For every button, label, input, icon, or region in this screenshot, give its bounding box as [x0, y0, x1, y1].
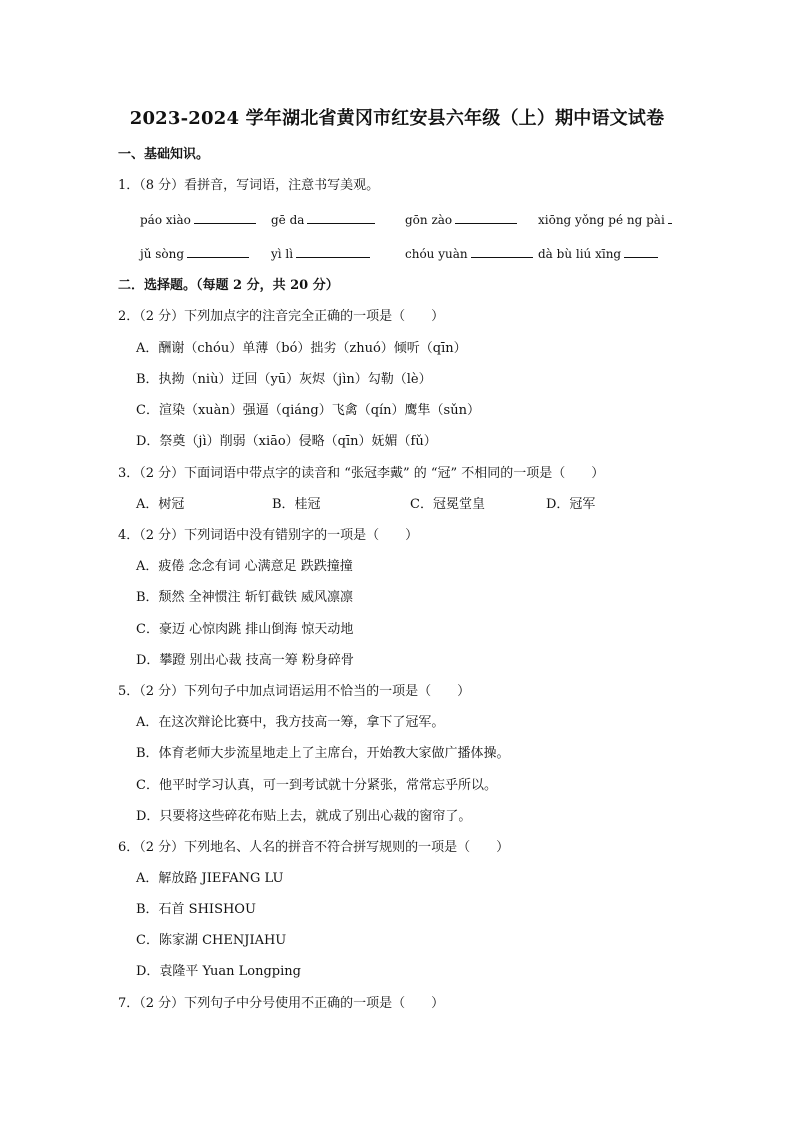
section-1-heading: 一、基础知识。: [118, 147, 210, 162]
question-5-option-b[interactable]: B．体育老师大步流星地走上了主席台，开始教大家做广播体操。: [136, 746, 510, 761]
question-3-option-a[interactable]: A．树冠: [136, 497, 185, 512]
pinyin-item: gōn zào: [405, 210, 517, 229]
answer-blank[interactable]: [194, 210, 256, 224]
answer-blank[interactable]: [296, 244, 370, 258]
pinyin-item: xiōng yǒng pé ng pài: [538, 210, 672, 229]
question-5-option-c[interactable]: C．他平时学习认真，可一到考试就十分紧张，常常忘乎所以。: [136, 778, 497, 793]
question-6-option-b[interactable]: B．石首 SHISHOU: [136, 902, 256, 917]
question-4-option-d[interactable]: D．攀蹬 别出心裁 技高一筹 粉身碎骨: [136, 653, 354, 668]
question-4-option-c[interactable]: C．豪迈 心惊肉跳 排山倒海 惊天动地: [136, 622, 354, 637]
answer-blank[interactable]: [187, 244, 249, 258]
pinyin-item: chóu yuàn: [405, 244, 533, 263]
question-6-option-c[interactable]: C．陈家湖 CHENJIAHU: [136, 933, 287, 948]
question-1-stem: 1．（8 分）看拼音，写词语，注意书写美观。: [118, 178, 380, 193]
question-6-option-a[interactable]: A．解放路 JIEFANG LU: [136, 871, 284, 886]
pinyin-item: yì lì: [271, 244, 370, 263]
pinyin-row-2: [140, 244, 680, 262]
answer-blank[interactable]: [668, 210, 672, 224]
question-7-stem: 7．（2 分）下列句子中分号使用不正确的一项是（ ）: [118, 996, 445, 1011]
question-2-option-c[interactable]: C．渲染（xuàn）强逼（qiáng）飞禽（qín）鹰隼（sǔn）: [136, 403, 480, 418]
question-4-stem: 4．（2 分）下列词语中没有错别字的一项是（ ）: [118, 528, 419, 543]
answer-blank[interactable]: [307, 210, 375, 224]
pinyin-item: páo xiào: [140, 210, 256, 229]
question-5-stem: 5．（2 分）下列句子中加点词语运用不恰当的一项是（ ）: [118, 684, 471, 699]
answer-blank[interactable]: [624, 244, 658, 258]
question-2-option-a[interactable]: A．酬谢（chóu）单薄（bó）拙劣（zhuó）倾听（qīn）: [136, 341, 467, 356]
exam-title: 2023-2024 学年湖北省黄冈市红安县六年级（上）期中语文试卷: [129, 108, 665, 129]
question-2-option-b[interactable]: B．执拗（niù）迂回（yū）灰烬（jìn）勾勒（lè）: [136, 372, 432, 387]
question-6-option-d[interactable]: D．袁隆平 Yuan Longping: [136, 964, 301, 979]
pinyin-row-1: [140, 210, 680, 228]
answer-blank[interactable]: [455, 210, 517, 224]
question-6-stem: 6．（2 分）下列地名、人名的拼音不符合拼写规则的一项是（ ）: [118, 840, 510, 855]
question-3-options: [136, 496, 656, 514]
pinyin-item: dà bù liú xīng: [538, 244, 658, 263]
question-3-option-c[interactable]: C．冠冕堂皇: [410, 497, 485, 512]
answer-blank[interactable]: [471, 244, 533, 258]
question-4-option-a[interactable]: A．疲倦 念念有词 心满意足 跌跌撞撞: [136, 559, 353, 574]
question-3-option-d[interactable]: D．冠军: [546, 497, 596, 512]
question-3-option-b[interactable]: B．桂冠: [272, 497, 321, 512]
question-5-option-a[interactable]: A．在这次辩论比赛中，我方技高一筹，拿下了冠军。: [136, 715, 445, 730]
question-2-option-d[interactable]: D．祭奠（jì）削弱（xiāo）侵略（qīn）妩媚（fǔ）: [136, 434, 437, 449]
question-5-option-d[interactable]: D．只要将这些碎花布贴上去，就成了别出心裁的窗帘了。: [136, 809, 472, 824]
pinyin-item: jǔ sòng: [140, 244, 249, 263]
question-3-stem: 3．（2 分）下面词语中带点字的读音和 “张冠李戴” 的 “冠” 不相同的一项是（ ）: [118, 466, 605, 481]
pinyin-item: gē da: [271, 210, 375, 229]
section-2-heading: 二．选择题。（每题 2 分，共 20 分）: [118, 278, 339, 293]
question-4-option-b[interactable]: B．颓然 全神惯注 斩钉截铁 威风凛凛: [136, 590, 353, 605]
question-2-stem: 2．（2 分）下列加点字的注音完全正确的一项是（ ）: [118, 309, 445, 324]
